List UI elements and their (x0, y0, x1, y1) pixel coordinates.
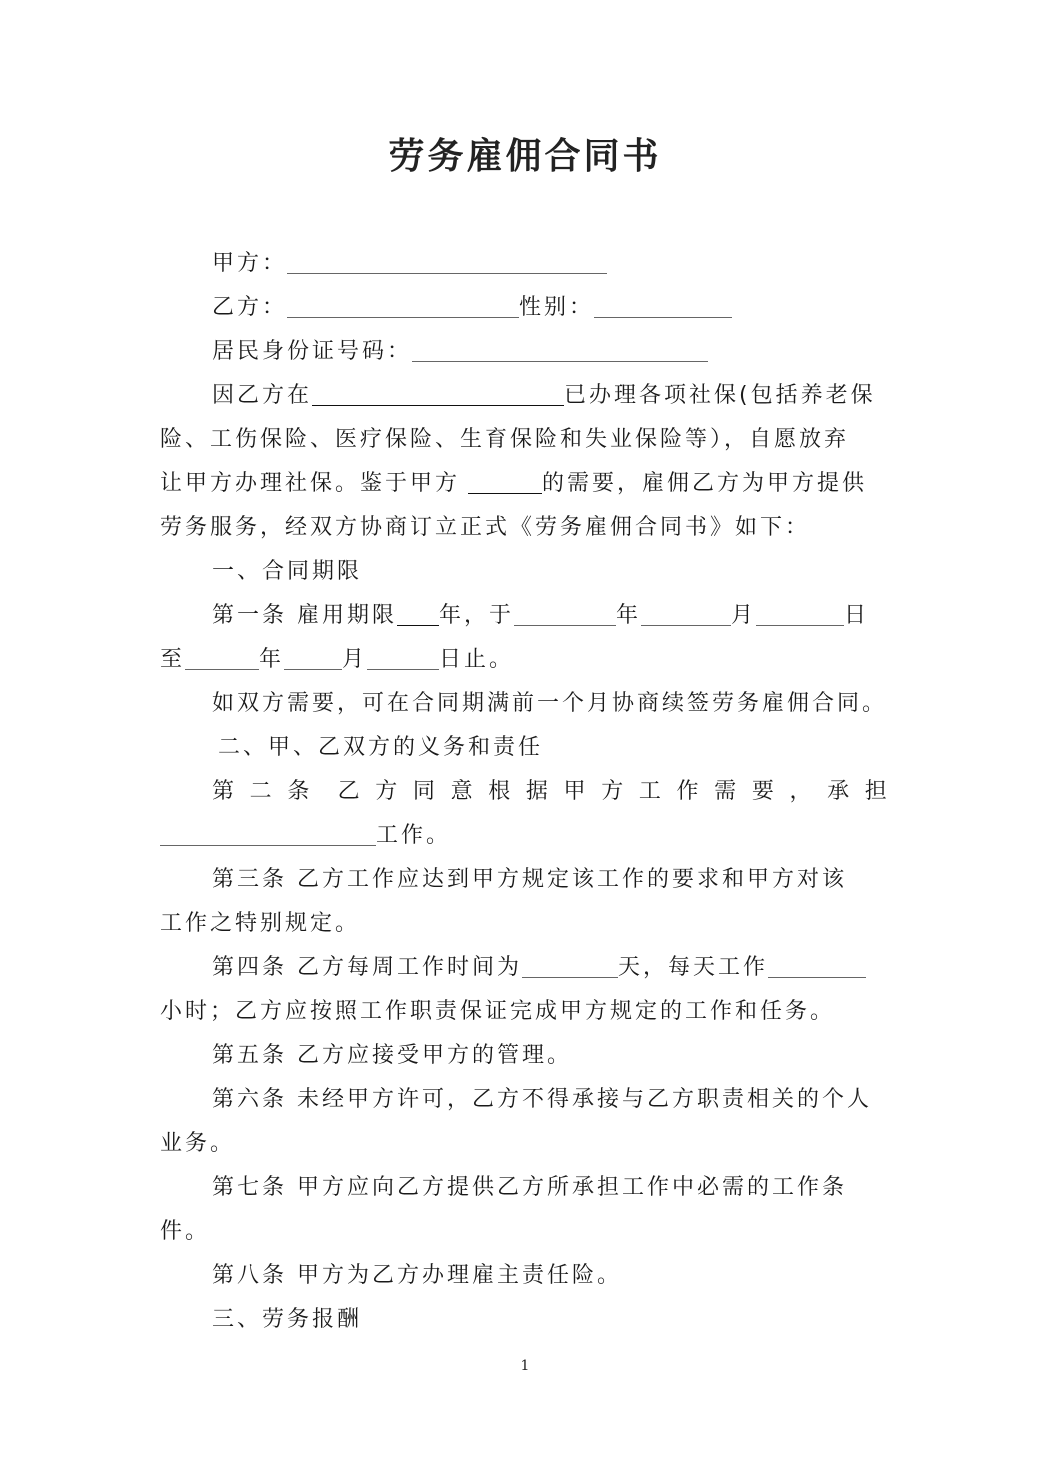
text-segment: 因乙方在 (212, 383, 313, 408)
id-number-line (160, 330, 890, 374)
paragraph-line (160, 902, 890, 946)
text-segment: 第一条 雇用期限 (212, 603, 397, 628)
text-segment: 日 (844, 603, 870, 628)
article-2-char: 条 (287, 779, 313, 804)
text-segment: 小时；乙方应按照工作职责保证完成甲方规定的工作和任务。 (160, 999, 836, 1024)
hours-per-day-blank[interactable] (768, 976, 866, 978)
article-2-char: 工 (638, 779, 664, 804)
party-b-blank[interactable] (287, 316, 519, 318)
article-2-char: 甲 (563, 779, 589, 804)
paragraph-line (160, 1122, 890, 1166)
paragraph-line (160, 682, 890, 726)
article-2-char: 承 (827, 779, 853, 804)
text-segment: 险、工伤保险、医疗保险、生育保险和失业保险等），自愿放弃 (160, 427, 850, 452)
text-segment: 至 (160, 647, 186, 672)
section-1-heading: 一、合同期限 (212, 559, 363, 584)
paragraph-line (160, 418, 890, 462)
article-2-char: 根 (488, 779, 514, 804)
end-month-blank[interactable] (284, 668, 342, 670)
article-2-char: 乙 (337, 779, 363, 804)
paragraph-line (160, 990, 890, 1034)
party-b-label: 乙方： (212, 295, 288, 320)
party-a-need-blank[interactable] (468, 492, 542, 494)
paragraph-line (160, 374, 890, 418)
text-segment: 第八条 甲方为乙方办理雇主责任险。 (212, 1263, 622, 1288)
section-heading (160, 1298, 890, 1342)
party-a-line (160, 242, 890, 286)
article-2-line (160, 770, 890, 814)
party-a-blank[interactable] (287, 272, 607, 274)
article-2-char: 方 (375, 779, 401, 804)
text-segment: 工作之特别规定。 (160, 911, 361, 936)
start-year-blank[interactable] (514, 624, 616, 626)
article-2-char: ， (789, 779, 815, 804)
days-per-week-blank[interactable] (522, 976, 618, 978)
party-b-line (160, 286, 890, 330)
text-segment: 第四条 乙方每周工作时间为 (212, 955, 522, 980)
section-2-heading: 二、甲、乙双方的义务和责任 (218, 735, 544, 760)
paragraph-line (160, 462, 890, 506)
paragraph-line (160, 1166, 890, 1210)
text-segment: 日止。 (439, 647, 515, 672)
article-2-char: 据 (525, 779, 551, 804)
page-number: 1 (520, 1358, 530, 1374)
paragraph-line (160, 1078, 890, 1122)
paragraph-line (160, 858, 890, 902)
id-number-label: 居民身份证号码： (212, 339, 413, 364)
document-body (160, 242, 890, 1342)
work-content-blank[interactable] (160, 844, 376, 846)
text-segment: 第六条 未经甲方许可，乙方不得承接与乙方职责相关的个人 (212, 1087, 872, 1112)
start-day-blank[interactable] (756, 624, 844, 626)
article-2-char: 第 (212, 779, 238, 804)
section-heading (160, 726, 890, 770)
paragraph-line (160, 506, 890, 550)
text-segment: 已办理各项社保(包括养老保 (564, 383, 876, 408)
article-2-line (160, 814, 890, 858)
text-segment: 年 (616, 603, 642, 628)
article-1-line (160, 594, 890, 638)
article-2-char: 同 (412, 779, 438, 804)
article-2-char: 意 (450, 779, 476, 804)
end-day-blank[interactable] (367, 668, 439, 670)
article-2-char: 需 (714, 779, 740, 804)
article-2-char: 二 (249, 779, 275, 804)
text-segment: 如双方需要，可在合同期满前一个月协商续签劳务雇佣合同。 (212, 691, 888, 716)
text-segment: 月 (731, 603, 757, 628)
paragraph-line (160, 1254, 890, 1298)
text-segment: 工作。 (376, 823, 452, 848)
text-segment: 第五条 乙方应接受甲方的管理。 (212, 1043, 572, 1068)
article-2-char: 作 (676, 779, 702, 804)
article-2-char: 方 (601, 779, 627, 804)
text-segment: 业务。 (160, 1131, 236, 1156)
text-segment: 年 (259, 647, 285, 672)
article-2-char: 担 (864, 779, 890, 804)
party-a-label: 甲方： (212, 251, 288, 276)
start-month-blank[interactable] (641, 624, 731, 626)
text-segment: 第三条 乙方工作应达到甲方规定该工作的要求和甲方对该 (212, 867, 847, 892)
text-segment: 年，于 (439, 603, 515, 628)
social-security-location-blank[interactable] (312, 404, 564, 406)
text-segment: 月 (342, 647, 368, 672)
term-years-blank[interactable] (397, 624, 439, 626)
section-heading (160, 550, 890, 594)
article-1-line (160, 638, 890, 682)
article-4-line (160, 946, 890, 990)
text-segment: 的需要，雇佣乙方为甲方提供 (542, 471, 868, 496)
article-2-char: 要 (751, 779, 777, 804)
gender-blank[interactable] (594, 316, 732, 318)
gender-label: 性别： (519, 295, 595, 320)
text-segment: 让甲方办理社保。鉴于甲方 (160, 471, 461, 496)
text-segment: 件。 (160, 1219, 211, 1244)
text-segment: 劳务服务，经双方协商订立正式《劳务雇佣合同书》如下： (160, 515, 811, 540)
section-3-heading: 三、劳务报酬 (212, 1307, 363, 1332)
text-segment: 天，每天工作 (618, 955, 769, 980)
text-segment: 第七条 甲方应向乙方提供乙方所承担工作中必需的工作条 (212, 1175, 847, 1200)
document-title: 劳务雇佣合同书 (388, 135, 662, 177)
end-year-blank[interactable] (185, 668, 259, 670)
paragraph-line (160, 1210, 890, 1254)
paragraph-line (160, 1034, 890, 1078)
id-number-blank[interactable] (412, 360, 708, 362)
